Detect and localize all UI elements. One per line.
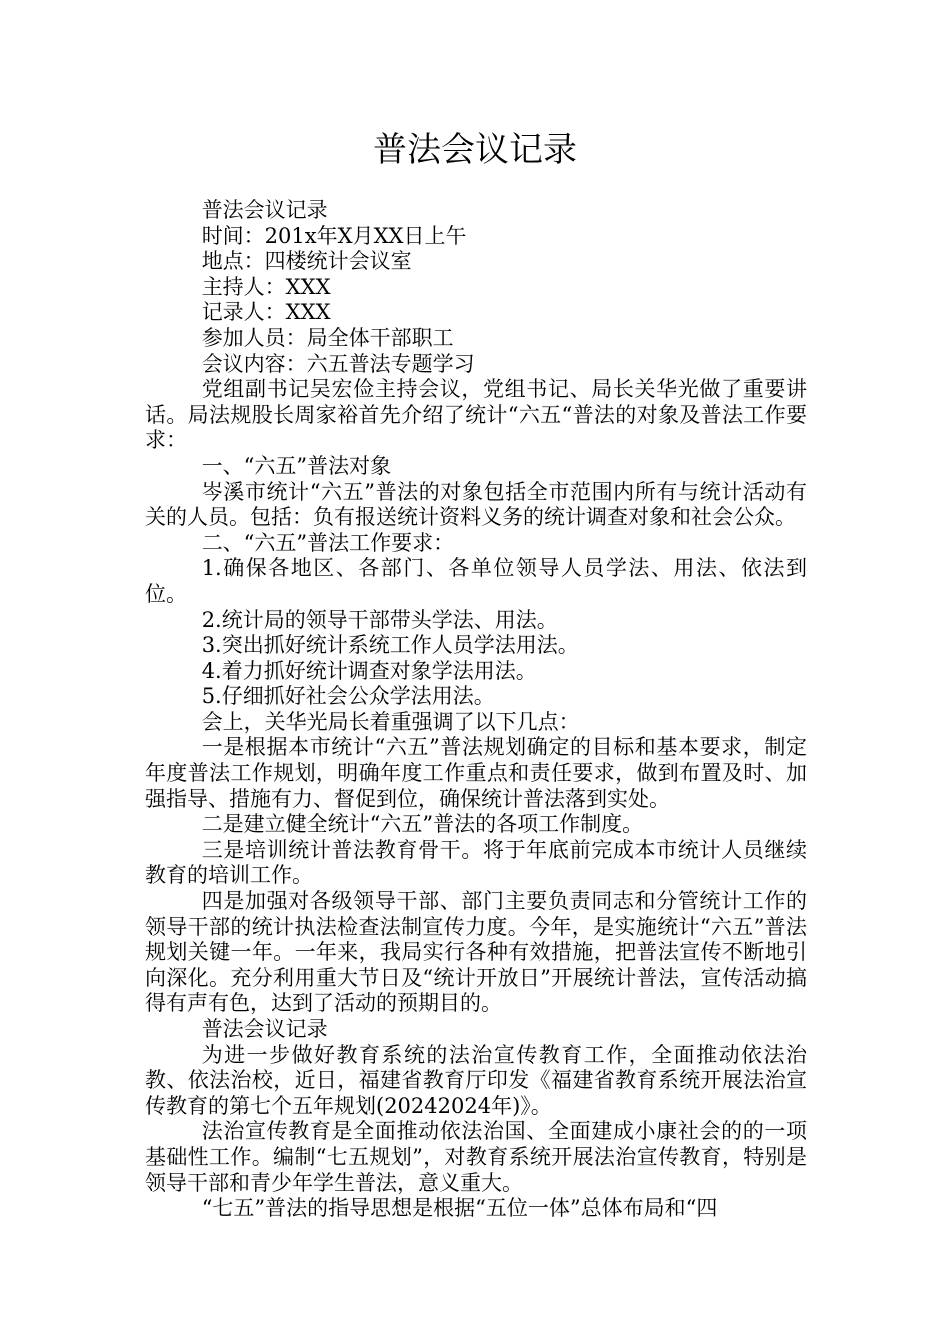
section-heading: 普法会议记录 [201, 1017, 328, 1041]
paragraph: 三是培训统计普法教育骨干。将于年底前完成本市统计人员继续教育的培训工作。 [145, 837, 807, 888]
list-item: 3.突出抓好统计系统工作人员学法用法。 [201, 633, 579, 658]
paragraph: “七五”普法的指导思想是根据“五位一体”总体布局和“四 [201, 1196, 718, 1221]
meeting-host: 主持人：XXX [201, 274, 331, 299]
meeting-recorder: 记录人：XXX [201, 300, 331, 325]
list-item: 5.仔细抓好社会公众学法用法。 [201, 684, 495, 709]
meeting-attendees: 参加人员：局全体干部职工 [201, 325, 454, 350]
list-item: 1.确保各地区、各部门、各单位领导人员学法、用法、依法到位。 [145, 556, 807, 606]
section-heading: 一、“六五”普法对象 [201, 453, 392, 478]
meeting-time: 时间：201x年X月XX日上午 [201, 223, 467, 248]
section-heading: 二、“六五”普法工作要求： [201, 530, 455, 555]
paragraph: 为进一步做好教育系统的法治宣传教育工作，全面推动依法治教、依法治校，近日，福建省教育厅印发《福建省教育系统开展法治宣传教育的第七个五年规划(20242024年)》。 [145, 1042, 807, 1118]
paragraph: 会上，关华光局长着重强调了以下几点： [201, 709, 580, 734]
paragraph: 一是根据本市统计“六五”普法规划确定的目标和基本要求，制定年度普法工作规划，明确年度工作重点和责任要求，做到布置及时、加强指导、措施有力、督促到位，确保统计普法落到实处。 [145, 735, 807, 811]
paragraph: 岑溪市统计“六五”普法的对象包括全市范围内所有与统计活动有关的人员。包括：负有报送统计资料义务的统计调查对象和社会公众。 [145, 479, 807, 530]
paragraph: 普法会议记录 [201, 198, 328, 222]
list-item: 4.着力抓好统计调查对象学法用法。 [201, 658, 537, 683]
paragraph: 党组副书记吴宏俭主持会议，党组书记、局长关华光做了重要讲话。局法规股长周家裕首先介绍了统计“六五“普法的对象及普法工作要求： [145, 377, 807, 453]
document-body [145, 198, 807, 1222]
document-title: 普法会议记录 [373, 130, 577, 170]
paragraph: 法治宣传教育是全面推动依法治国、全面建成小康社会的的一项基础性工作。编制“七五规划”，对教育系统开展法治宣传教育，特别是领导干部和青少年学生普法，意义重大。 [145, 1119, 807, 1195]
list-item: 2.统计局的领导干部带头学法、用法。 [201, 607, 558, 632]
paragraph: 四是加强对各级领导干部、部门主要负责同志和分管统计工作的领导干部的统计执法检查法制宣传力度。今年，是实施统计“六五”普法规划关键一年。一年来，我局实行各种有效措施，把普法宣传不断地引向深化。充分利用重大节日及“统计开放日”开展统计普法，宣传活动搞得有声有色，达到了活动的预期目的。 [145, 889, 807, 1016]
meeting-location: 地点：四楼统计会议室 [201, 249, 412, 274]
paragraph: 二是建立健全统计“六五”普法的各项工作制度。 [201, 812, 644, 837]
meeting-content: 会议内容：六五普法专题学习 [201, 351, 475, 376]
